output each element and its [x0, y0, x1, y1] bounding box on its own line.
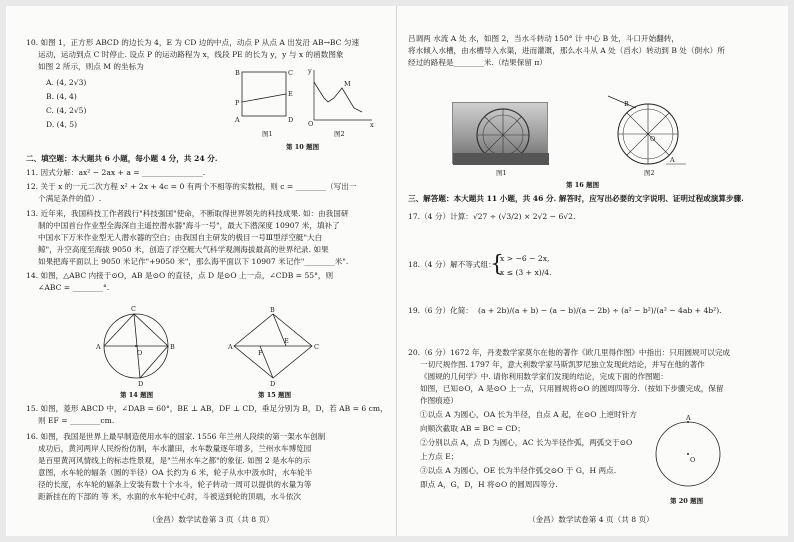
q10-fig2-label: 图2: [334, 130, 345, 138]
q20-line-5: 作图痕迹）: [420, 396, 458, 405]
q13-line-1: 13. 近年来，我国科技工作者践行"科技强国"使命，不断取得世界领先的科技成果. 如：由我国研: [26, 209, 349, 218]
q15-point-d: D: [270, 380, 276, 388]
q16-line-4: 意图，水车轮的辐条（圆的半径）OA 长约为 6 米，轮子从水中汲水时，水车轮半: [38, 468, 313, 477]
q14-line-1: 14. 如图，△ABC 内接于⊙O，AB 是⊙O 的直径，点 D 是⊙O 上一点，∠CDB = 55°，则: [26, 271, 334, 280]
q20-conclusion: 即点 A，G，D，H 将⊙O 的圆周四等分.: [420, 480, 558, 489]
q10-line-1: 10. 如图 1，正方形 ABCD 的边长为 4，E 为 CD 边的中点，动点 P 从点 A 出发沿 AB→BC 匀速: [26, 38, 360, 47]
q20-step-3: ③以点 A 为圆心，OE 长为半径作弧交⊙O 于 G，H 两点.: [420, 466, 617, 475]
q14-line-2: ∠ABC = ________°.: [38, 283, 110, 292]
q19-prefix: 19.（6 分）化简：: [408, 306, 473, 315]
q14-fig-caption: 第 14 题图: [120, 391, 154, 399]
page-divider: [396, 6, 397, 536]
q15-figure: [228, 306, 319, 388]
q10-fig1-point-a: A: [235, 116, 240, 124]
q16-line-1: 16. 如图，我国是世界上最早制造使用水车的国家. 1556 年兰州人段续的第一架水车创制: [26, 432, 326, 441]
page-3-footer: （金昌）数学试卷第 3 页（共 8 页）: [148, 515, 274, 524]
q20-line-4: 如图，已知⊙O，A 是⊙O 上一点，只用圆规将⊙O 的圆周四等分.（按如下步骤完成，保留: [420, 384, 724, 393]
q15-fig-caption: 第 15 题图: [258, 391, 292, 399]
q10-fig2-origin: O: [308, 120, 314, 128]
q20-point-o: O: [690, 456, 696, 464]
q14-point-c: C: [131, 305, 136, 313]
q18-inequality-1: x > −6 − 2x,: [500, 254, 550, 263]
q16-cont-line-2: 将水倾入水槽，由水槽导入水渠，进而灌溉，那么水斗从 A 处（舀水）转动到 B 处（倒水）所: [408, 46, 725, 55]
q10-option-b: B. (4, 4): [46, 92, 77, 101]
q20-step-1: ①以点 A 为圆心，OA 长为半径，自点 A 起，在⊙O 上逆时针方: [420, 410, 637, 419]
q15-point-b: B: [270, 306, 275, 314]
q15-point-c: C: [314, 343, 319, 351]
page-3: [6, 6, 392, 536]
q16-cont-line-3: 经过的路程是________米.（结果保留 π）: [408, 58, 547, 67]
q15-line-1: 15. 如图，菱形 ABCD 中，∠DAB = 60°，BE ⊥ AB，DF ⊥ CD，垂足分别为 B，D，若 AB = 6 cm，: [26, 404, 388, 413]
fig16-caption: 第 16 题图: [566, 181, 600, 189]
q10-option-d: D. (4, 5): [46, 120, 78, 129]
q10-figure-1: [234, 68, 294, 128]
q10-fig1-label: 图1: [262, 130, 273, 138]
q16-line-3: 是百里黄河风情线上的标志性景观，是"兰州水车之都"的象征. 如图 2 是水车的示: [38, 456, 311, 465]
fig16-image-1-label: 图1: [496, 169, 507, 177]
waterwheel-photo: [452, 102, 548, 164]
waterwheel-photo-drawing: [453, 103, 549, 165]
q20-figure: [650, 416, 726, 492]
q20-line-2: 一切尺规作图. 1797 年，意大利数学家马斯凯罗尼独立发现此结论，并写在他的著作: [420, 360, 705, 369]
exam-sheet: [6, 6, 788, 536]
q10-fig1-point-c: C: [288, 69, 293, 77]
q20-step-2-cont: 上方点 E；: [420, 452, 459, 461]
q20-step-2: ②分别以点 A，点 D 为圆心，AC 长为半径作弧，两弧交于⊙O: [420, 438, 633, 447]
q15-point-a: A: [228, 343, 233, 351]
q10-fig-caption: 第 10 题图: [286, 143, 320, 151]
fig16-point-b: B: [624, 100, 629, 108]
q13-line-2: 制的中国首台作业型全海深自主遥控潜水器"海斗一号"，最大下潜深度 10907 米，填补了: [38, 221, 340, 230]
q10-option-a: A. (4, 2√3): [46, 78, 87, 87]
q20-fig-caption: 第 20 题图: [670, 497, 704, 505]
q13-line-5: 如果把海平面以上 9050 米记作"+9050 米"，那么海平面以下 10907 米记作"________米".: [38, 257, 349, 266]
q11-text: 11. 因式分解：ax² − 2ax + a = ________________.: [26, 168, 206, 177]
section-2-heading: 二、填空题：本大题共 6 小题，每小题 4 分，共 24 分.: [26, 154, 218, 163]
q16-line-2: 成功后，黄河两岸人民纷纷仿制，车水灌田，水车数量逐年增多，兰州水车博览园: [38, 444, 312, 453]
q18-brace: {: [490, 252, 504, 277]
fig16-point-a: A: [670, 156, 675, 164]
q16-line-5: 径的长度，水车轮的辐条上安装有数十个水斗，轮子转动一周可以提供的水量为等: [38, 480, 312, 489]
q20-point-a: A: [686, 414, 691, 422]
q10-fig1-point-b: B: [235, 69, 240, 77]
q19-expression: (a + 2b)/(a + b) − (a − b)/(a − 2b) ÷ (a² − b²)/(a² − 4ab + 4b²).: [478, 306, 722, 315]
q10-line-2: 运动，运动到点 C 时停止. 设点 P 的运动路程为 x，线段 PE 的长为 y，y 与 x 的函数图象: [38, 50, 344, 59]
q16-cont-line-1: 吕调两 水流 A 处 水，如图 2，当水斗转动 150° 计 中心 B 处，斗口开始翻转，: [408, 34, 679, 43]
q18-prefix: 18.（4 分）解不等式组：: [408, 260, 496, 269]
q20-line-1: 20.（6 分）1672 年，丹麦数学家莫尔在他的著作《欧几里得作图》中指出：只用圆规可以完成: [408, 348, 731, 357]
page-4-footer: （金昌）数学试卷第 4 页（共 8 页）: [528, 515, 654, 524]
waterwheel-diagram: [606, 94, 686, 168]
fig16-point-o: O: [650, 135, 656, 143]
q14-point-b: B: [170, 343, 175, 351]
q15-line-2: 则 EF = ________cm.: [38, 416, 115, 425]
q10-fig2-y-axis: y: [308, 67, 312, 75]
q20-line-3: 《圆规的几何学》中. 请你利用数学家们发现的结论，完成下面的作图题：: [420, 372, 668, 381]
q10-fig1-point-e: E: [288, 90, 293, 98]
q18-inequality-2: x ≤ (3 + x)/4.: [500, 268, 552, 277]
q10-fig1-point-p: P: [235, 99, 240, 107]
q20-step-1-cont: 向顺次截取 AB = BC = CD；: [420, 424, 525, 433]
q12-line-1: 12. 关于 x 的一元二次方程 x² + 2x + 4c = 0 有两个不相等的实数根，则 c = ________（写出一: [26, 182, 357, 191]
q14-figure: [96, 306, 176, 386]
q12-line-2: 个满足条件的值）.: [38, 194, 102, 203]
section-3-heading: 三、解答题：本大题共 11 小题，共 46 分. 解答时，应写出必要的文字说明、证明过程或演算步骤.: [408, 194, 744, 203]
fig16-image-2-label: 图2: [644, 169, 655, 177]
q16-line-6: 距新挂在的下部的 等 米，水面的水车轮中心时，斗被送到轮的顶端，水斗依次: [38, 492, 302, 501]
q15-point-e: E: [284, 337, 289, 345]
q13-line-3: 中国水下万米作业型无人潜水器的空白；由我国自主研发的极目一号Ⅲ型浮空艇"大白: [38, 233, 323, 242]
q10-option-c: C. (4, 2√5): [46, 106, 87, 115]
q17-text: 17.（4 分）计算：√27 ÷ (√3/2) × 2√2 − 6√2.: [408, 212, 576, 221]
q15-point-f: F: [258, 349, 263, 357]
page-4: [400, 6, 788, 536]
q14-point-o: O: [137, 349, 143, 357]
q13-line-4: 鲸"，升空高度至海拔 9050 米，创造了浮空艇大气科学观测海拔最高的世界纪录. 如果: [38, 245, 329, 254]
q10-line-3: 如图 2 所示，则点 M 的坐标为: [38, 62, 144, 71]
q10-fig1-point-d: D: [288, 116, 294, 124]
q14-point-a: A: [96, 343, 101, 351]
q10-fig2-point-m: M: [344, 80, 351, 88]
q10-figure-2: [306, 68, 376, 128]
q14-point-d: D: [138, 380, 144, 388]
q10-fig2-x-axis: x: [370, 121, 374, 129]
